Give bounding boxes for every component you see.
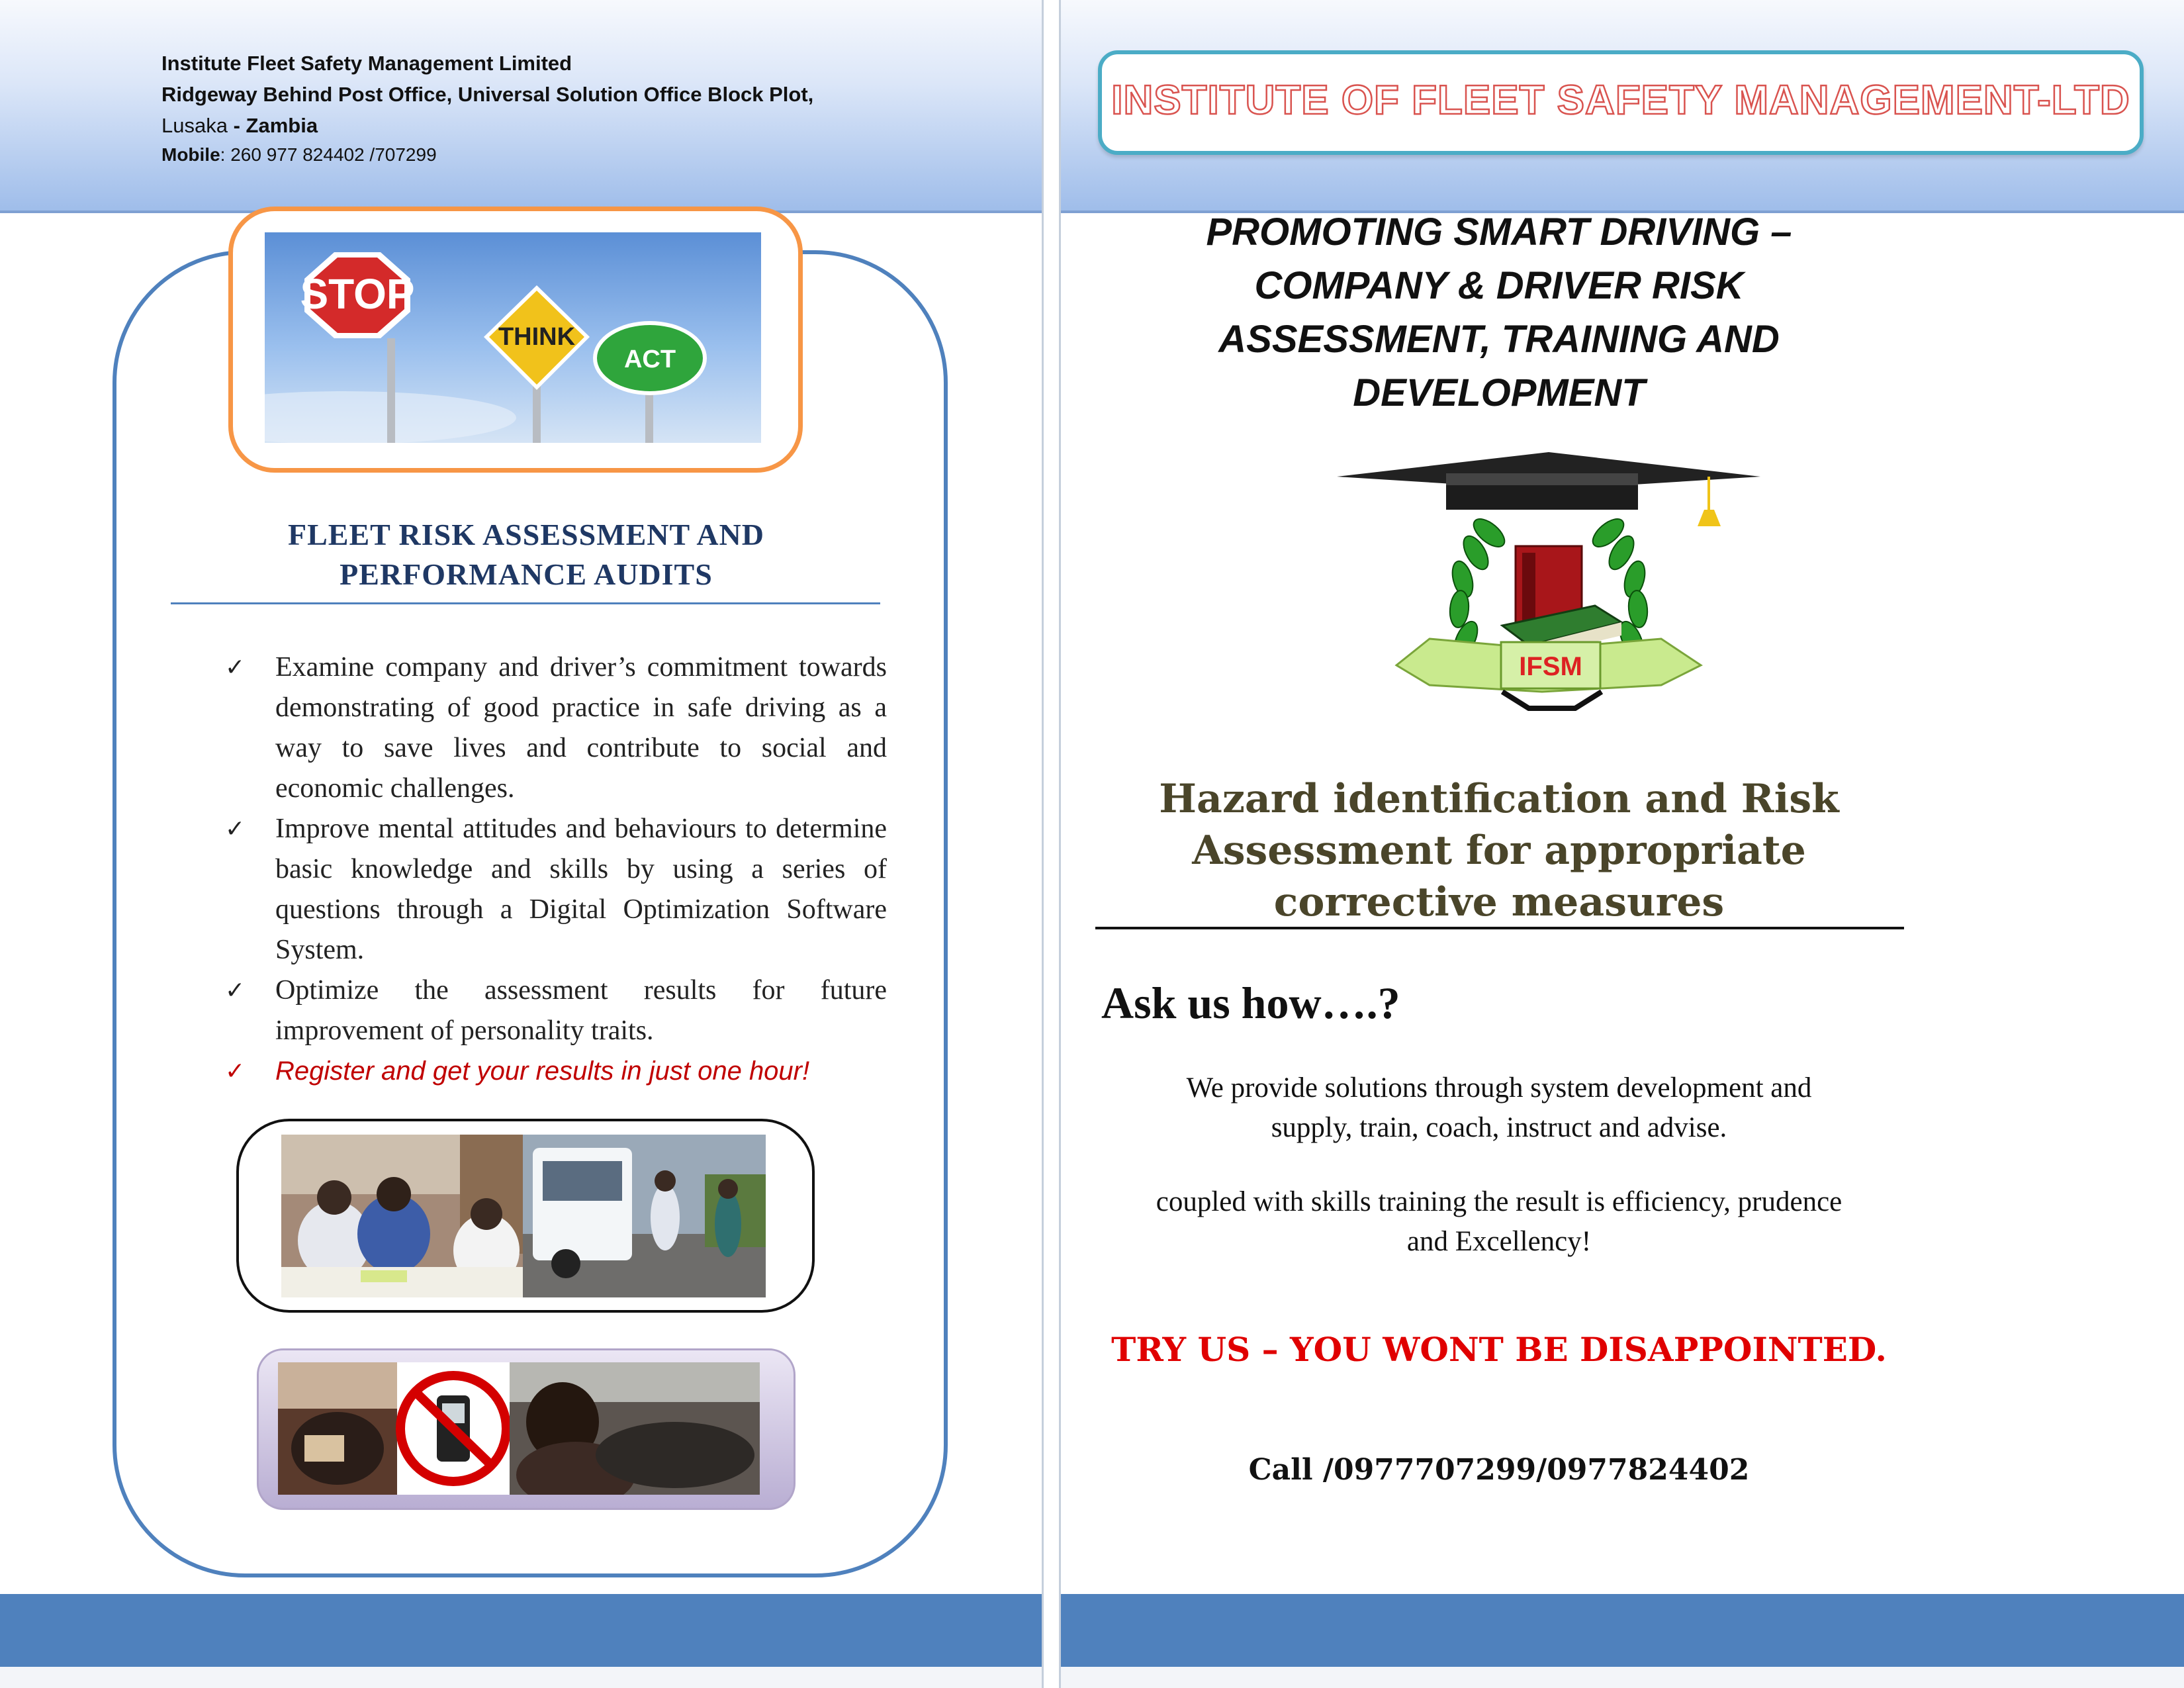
city-text: Lusaka [161,114,228,137]
stop-think-act-image [265,232,761,443]
bullet-item [225,970,887,1051]
section-title-divider [171,602,880,604]
training-photo [281,1135,766,1297]
section-title [172,515,880,594]
bullet-text: Examine company and driver’s commitment towards demonstrating of good practice in safe driving as a way to save lives and contribute to social and economic challenges. [275,652,887,804]
bullet-list [225,647,887,1092]
headline-line: ASSESSMENT, TRAINING AND [1218,318,1780,361]
brand-title: INSTITUTE OF FLEET SAFETY MANAGEMENT-LTD [1111,77,2130,123]
left-footer-band [0,1594,1042,1667]
hazard-heading [1125,773,1873,928]
hazard-divider [1095,927,1904,929]
bullet-highlight-text: Register and get your results in just one hour! [275,1056,810,1086]
headline-line: COMPANY & DRIVER RISK [1254,264,1744,307]
solutions-line: supply, train, coach, instruct and advise. [1271,1112,1727,1143]
ifsm-logo [1330,447,1774,725]
section-title-line-1: FLEET RISK ASSESSMENT AND [288,518,764,551]
bullet-item [225,647,887,809]
sign-act-text: ACT [623,346,676,373]
company-mobile [161,139,437,170]
company-name: Institute Fleet Safety Management Limited [161,52,572,75]
checkmark-icon: ✓ [225,816,246,843]
hazard-line: Assessment for appropriate [1192,827,1806,874]
headline-line: PROMOTING SMART DRIVING – [1206,211,1792,254]
section-title-line-2: PERFORMANCE AUDITS [340,557,713,591]
sign-think-text: THINK [498,323,576,351]
brand-title-box [1098,50,2144,155]
checkmark-icon: ✓ [225,654,246,681]
promo-headline [1125,205,1873,420]
stop-think-act-illustration [265,232,761,443]
hazard-line: corrective measures [1273,879,1725,925]
phone-warning-photo [278,1362,760,1495]
headline-line: DEVELOPMENT [1353,371,1645,414]
bullet-item [225,809,887,970]
logo-text: IFSM [1519,652,1582,681]
bullet-item-highlight [225,1051,887,1092]
try-us-callout: TRY US – YOU WONT BE DISAPPOINTED. [1111,1330,1887,1369]
company-city [161,110,318,141]
left-footer-strip [0,1667,1042,1688]
skills-paragraph [1085,1182,1913,1262]
checkmark-icon: ✓ [225,1058,246,1085]
hazard-line: Hazard identification and Risk [1159,776,1839,822]
skills-line: and Excellency! [1406,1226,1592,1257]
solutions-line: We provide solutions through system development and [1186,1072,1812,1103]
country-text: - Zambia [233,114,318,137]
mobile-label: Mobile [161,144,220,165]
ask-heading: Ask us how….? [1101,978,1400,1028]
page-gutter [1044,0,1059,1688]
mobile-value: : 260 977 824402 /707299 [220,144,437,165]
solutions-paragraph [1085,1068,1913,1148]
right-footer-strip [1061,1667,2184,1688]
checkmark-icon: ✓ [225,977,246,1004]
company-street: Ridgeway Behind Post Office, Universal Solution Office Block Plot, [161,83,814,106]
call-numbers: Call /0977707299/0977824402 [1248,1453,1750,1487]
bullet-text: Improve mental attitudes and behaviours to determine basic knowledge and skills by using a series of questions through a Digital Optimization Software System. [275,814,887,965]
sign-stop-text: STOP [300,270,415,318]
skills-line: coupled with skills training the result is efficiency, prudence [1156,1186,1843,1217]
right-footer-band [1061,1594,2184,1667]
bullet-text: Optimize the assessment results for future improvement of personality traits. [275,975,887,1046]
